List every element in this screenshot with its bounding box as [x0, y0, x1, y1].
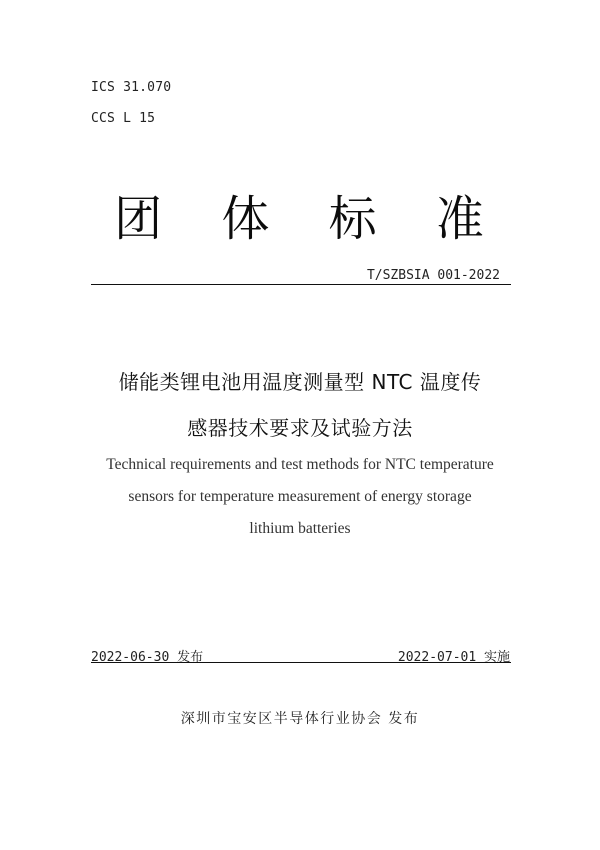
- effective-date: 2022-07-01 实施: [397, 650, 510, 665]
- ccs-code: CCS L 15: [91, 111, 156, 126]
- english-title-line-1: Technical requirements and test methods for NTC temperature: [106, 456, 494, 473]
- chinese-title-line-2: 感器技术要求及试验方法: [187, 416, 413, 440]
- publisher: 深圳市宝安区半导体行业协会 发布: [180, 711, 420, 727]
- english-title-line-3: lithium batteries: [249, 520, 351, 537]
- standard-number: T/SZBSIA 001-2022: [366, 268, 500, 283]
- english-title-line-2: sensors for temperature measurement of energy storage: [128, 488, 472, 505]
- publish-date: 2022-06-30 发布: [91, 650, 204, 665]
- document-type-title: 团 体 标 准: [114, 191, 506, 247]
- header-divider: [91, 284, 511, 285]
- chinese-title-line-1: 储能类锂电池用温度测量型 NTC 温度传: [118, 370, 482, 394]
- footer-divider: [91, 662, 511, 663]
- ics-code: ICS 31.070: [91, 80, 172, 95]
